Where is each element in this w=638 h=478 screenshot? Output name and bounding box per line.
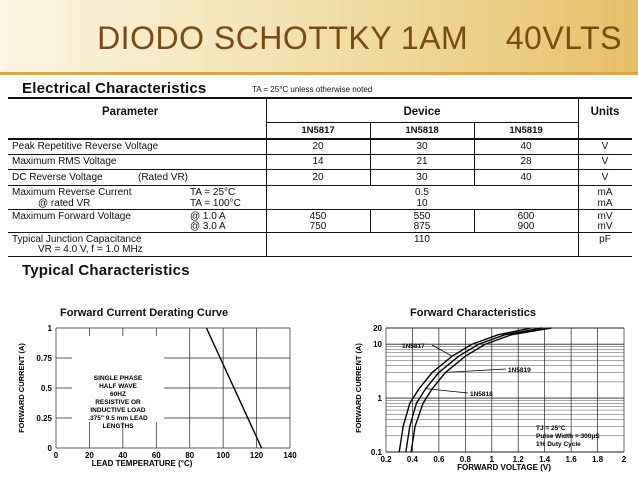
param-condition: @ 1.0 A xyxy=(190,211,226,222)
electrical-heading: Electrical Characteristics xyxy=(22,80,207,97)
shared-value: 0.5 xyxy=(415,187,429,198)
derating-annotation-line: LENGTHS xyxy=(102,423,134,430)
value-cell: 30 xyxy=(416,141,428,152)
forward-label-leader xyxy=(426,389,468,393)
unit-cell: mA xyxy=(597,187,613,198)
param-condition-2: TA = 100°C xyxy=(190,198,241,209)
header-device: Device xyxy=(403,106,441,118)
device-name: 1N5817 xyxy=(301,125,335,136)
forward-x-tick: 1 xyxy=(489,455,495,464)
forward-x-tick: 0.8 xyxy=(459,455,471,464)
derating-annotation-line: HALF WAVE xyxy=(99,383,137,390)
derating-x-tick: 20 xyxy=(84,451,94,460)
param-condition-2: @ 3.0 A xyxy=(190,221,226,232)
param-label: Peak Repetitive Reverse Voltage xyxy=(12,141,159,152)
value-cell: 20 xyxy=(312,141,324,152)
derating-y-tick: 1 xyxy=(47,324,52,333)
unit-cell: mV xyxy=(597,211,613,222)
value-cell: 550 xyxy=(413,211,431,222)
table-row-rule xyxy=(8,185,632,186)
derating-y-tick: 0.25 xyxy=(36,414,52,423)
param-label-2: VR = 4.0 V, f = 1.0 MHz xyxy=(38,244,143,255)
derating-x-tick: 60 xyxy=(151,451,161,460)
forward-y-tick: 20 xyxy=(373,324,382,333)
forward-x-label: FORWARD VOLTAGE (V) xyxy=(457,463,551,472)
table-bottom-rule xyxy=(8,256,632,257)
forward-chart-title: Forward Characteristics xyxy=(410,307,536,319)
value-cell: 750 xyxy=(309,221,327,232)
derating-x-tick: 0 xyxy=(53,451,59,460)
unit-cell: V xyxy=(601,172,609,183)
forward-y-tick: 1 xyxy=(377,394,382,404)
forward-x-tick: 1.8 xyxy=(591,455,604,464)
shared-value: 110 xyxy=(414,234,430,245)
param-label-2: @ rated VR xyxy=(38,198,91,209)
derating-annotation-line: 60HZ xyxy=(110,391,126,398)
forward-annotation xyxy=(536,424,600,448)
table-row-rule xyxy=(8,209,632,210)
forward-y-tick: 10 xyxy=(373,340,382,350)
derating-x-label: LEAD TEMPERATURE (°C) xyxy=(91,459,193,468)
value-cell: 21 xyxy=(416,156,428,167)
forward-series-label: 1N5819 xyxy=(508,367,531,374)
param-label: Maximum Reverse Current xyxy=(12,187,132,198)
condition-note: TA = 25°C unless otherwise noted xyxy=(252,85,373,94)
table-row-rule xyxy=(8,232,632,233)
value-cell: 450 xyxy=(309,211,327,222)
unit-cell: V xyxy=(601,141,609,152)
table-header-rule xyxy=(8,138,632,140)
value-cell: 40 xyxy=(520,172,532,183)
value-cell: 30 xyxy=(416,172,428,183)
param-label: DC Reverse Voltage xyxy=(12,172,103,183)
forward-annotation-line: Pulse Width = 300μS xyxy=(536,433,600,440)
derating-y-label: FORWARD CURRENT (A) xyxy=(17,343,26,433)
derating-x-tick: 80 xyxy=(185,451,195,460)
value-cell: 875 xyxy=(413,221,431,232)
derating-x-tick: 100 xyxy=(216,451,230,460)
forward-series-label: 1N5818 xyxy=(470,391,493,398)
derating-y-tick: 0.75 xyxy=(36,354,52,363)
param-label: Maximum RMS Voltage xyxy=(12,156,117,167)
shared-value: 10 xyxy=(416,198,428,209)
unit-cell: V xyxy=(601,156,609,167)
header-parameter: Parameter xyxy=(102,106,159,118)
forward-y-label: FORWARD CURRENT (A) xyxy=(354,343,363,433)
device-name: 1N5818 xyxy=(405,125,439,136)
param-label: Typical Junction Capacitance xyxy=(12,234,142,245)
slide-title: DIODO SCHOTTKY 1AM 40VLTS xyxy=(97,20,622,56)
value-cell: 600 xyxy=(517,211,535,222)
derating-annotation-line: .375" 9.5 mm LEAD xyxy=(88,415,148,422)
derating-chart-title: Forward Current Derating Curve xyxy=(60,307,229,319)
table-device-rule xyxy=(266,122,578,123)
forward-x-tick: 2 xyxy=(621,455,627,464)
table-top-rule xyxy=(8,97,632,99)
derating-x-tick: 140 xyxy=(283,451,297,460)
derating-x-tick: 40 xyxy=(118,451,128,460)
forward-chart xyxy=(350,318,635,474)
param-condition: (Rated VR) xyxy=(138,172,189,183)
typical-heading: Typical Characteristics xyxy=(22,262,190,279)
param-label: Maximum Forward Voltage xyxy=(12,211,131,222)
derating-y-tick: 0.5 xyxy=(40,384,52,393)
value-cell: 14 xyxy=(312,156,324,167)
forward-annotation-line: TJ = 25°C xyxy=(536,425,566,432)
forward-label-leader xyxy=(446,369,507,372)
table-row-rule xyxy=(8,154,632,155)
derating-y-tick: 0 xyxy=(47,444,52,453)
header-units: Units xyxy=(590,106,620,118)
derating-annotation-line: INDUCTIVE LOAD xyxy=(90,407,146,414)
value-cell: 28 xyxy=(520,156,532,167)
forward-x-tick: 0.4 xyxy=(406,455,419,464)
param-condition: TA = 25°C xyxy=(190,187,236,198)
derating-chart xyxy=(12,318,302,470)
value-cell: 20 xyxy=(312,172,324,183)
title-divider xyxy=(0,72,638,75)
forward-x-tick: 1.4 xyxy=(539,455,551,464)
forward-x-tick: 1.6 xyxy=(565,455,577,464)
unit-cell: mV xyxy=(597,221,613,232)
derating-annotation-line: SINGLE PHASE xyxy=(93,375,143,382)
unit-cell: pF xyxy=(599,234,611,245)
derating-annotation-line: RESISTIVE OR xyxy=(95,399,141,406)
forward-annotation-line: 1% Duty Cycle xyxy=(536,441,581,448)
forward-x-tick: 0.2 xyxy=(380,455,392,464)
forward-x-tick: 0.6 xyxy=(433,455,445,464)
device-name: 1N5819 xyxy=(509,125,543,136)
unit-cell: mA xyxy=(597,198,613,209)
forward-series-label: 1N5817 xyxy=(402,343,425,350)
forward-y-tick: 0.1 xyxy=(370,448,382,457)
value-cell: 900 xyxy=(517,221,535,232)
derating-x-tick: 120 xyxy=(249,451,264,460)
table-row-rule xyxy=(8,169,632,170)
value-cell: 40 xyxy=(520,141,532,152)
forward-x-tick: 1.2 xyxy=(512,455,524,464)
